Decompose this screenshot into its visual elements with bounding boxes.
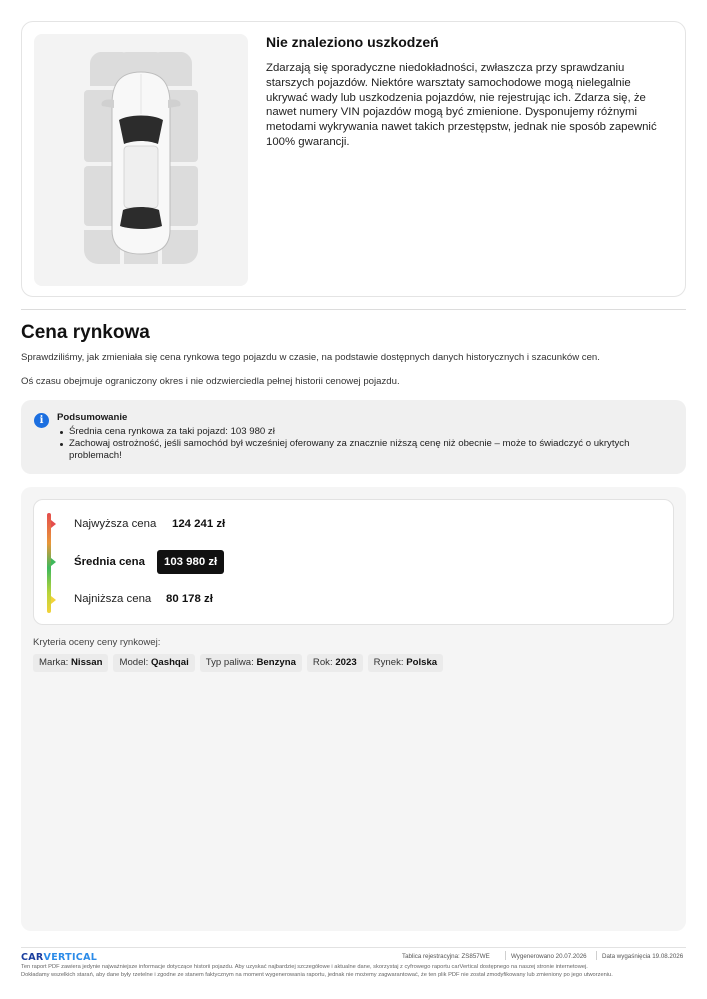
summary-item: Zachowaj ostrożność, jeśli samochód był wcześniej oferowany za znacznie niższą cenę niż obecnie – może to świadczyć o ukrytych problemach! <box>57 438 657 462</box>
highest-price-label: Najwyższa cena <box>74 518 157 530</box>
criteria-chip-market: Rynek: Polska <box>368 654 443 672</box>
expiry-date: Data wygaśnięcia 19.08.2026 <box>602 953 684 960</box>
summary-title: Podsumowanie <box>57 412 128 423</box>
criteria-chip-year: Rok: 2023 <box>307 654 363 672</box>
footer-separator <box>505 951 506 960</box>
criteria-chips <box>33 654 443 672</box>
lowest-price-value: 80 178 zł <box>166 593 213 605</box>
car-diagram <box>34 34 248 286</box>
average-price-marker-icon <box>51 558 56 566</box>
criteria-chip-fuel: Typ paliwa: Benzyna <box>200 654 302 672</box>
lowest-price-label: Najniższa cena <box>74 593 152 605</box>
damage-description: Zdarzają się sporadyczne niedokładności, zwłaszcza przy sprawdzaniu starszych pojazdów. Niektóre warsztaty samochodowe mogą nielegalnie ukrywać wady lub uszkodzenia pojazdów, nie rejestrując ich. Zdarza się, że nawet numery VIN pojazdów mogą być zmienione. Dysponujemy różnymi metodami wykrywania nawet takich przestępstw, jednak nie sposób zapewnić 100% gwarancji. <box>266 62 657 148</box>
market-timeline-note: Oś czasu obejmuje ograniczony okres i nie odzwierciedla pełnej historii cenowej pojazdu. <box>21 376 400 387</box>
brand-logo: CARVERTICAL <box>21 952 98 963</box>
market-price-title: Cena rynkowa <box>21 322 150 343</box>
low-price-marker-icon <box>51 596 56 604</box>
generated-date: Wygenerowano 20.07.2026 <box>511 953 587 960</box>
criteria-label: Kryteria oceny ceny rynkowej: <box>33 637 161 648</box>
footer-disclaimer: Ten raport PDF zawiera jedynie najważniejsze informacje dotyczące historii pojazdu. Aby uzyskać najbardziej szczegółowe i aktualne dane, skorzystaj z cyfrowego raportu carVertical dostępnego na naszej stronie internetowej. <box>21 964 588 970</box>
summary-list <box>57 426 657 462</box>
average-price-label: Średnia cena <box>74 556 145 568</box>
plate-number: Tablica rejestracyjna: ZS857WE <box>402 953 490 960</box>
info-icon: i <box>34 413 49 428</box>
market-intro-text: Sprawdziliśmy, jak zmieniała się cena rynkowa tego pojazdu w czasie, na podstawie dostępnych danych historycznych i szacunków cen. <box>21 352 600 363</box>
high-price-marker-icon <box>51 520 56 528</box>
damage-card <box>21 21 686 297</box>
price-range-card <box>33 499 674 625</box>
price-panel <box>21 487 686 931</box>
criteria-chip-model: Model: Qashqai <box>113 654 194 672</box>
footer-divider <box>21 947 686 948</box>
footer-separator <box>596 951 597 960</box>
footer-disclaimer: Dokładamy wszelkich starań, aby dane były rzetelne i zgodne ze stanem faktycznym na moment wygenerowania raportu, jednak nie możemy zagwarantować, że ten plik PDF nie został zmodyfikowany lub zmieniony po jego utworzeniu. <box>21 972 613 978</box>
car-top-view-image <box>34 34 248 286</box>
summary-box <box>21 400 686 474</box>
summary-item: Średnia cena rynkowa za taki pojazd: 103 980 zł <box>57 426 657 438</box>
average-price-value: 103 980 zł <box>157 550 224 574</box>
section-divider <box>21 309 686 310</box>
damage-title: Nie znaleziono uszkodzeń <box>266 34 439 50</box>
highest-price-value: 124 241 zł <box>172 518 226 530</box>
criteria-chip-make: Marka: Nissan <box>33 654 108 672</box>
